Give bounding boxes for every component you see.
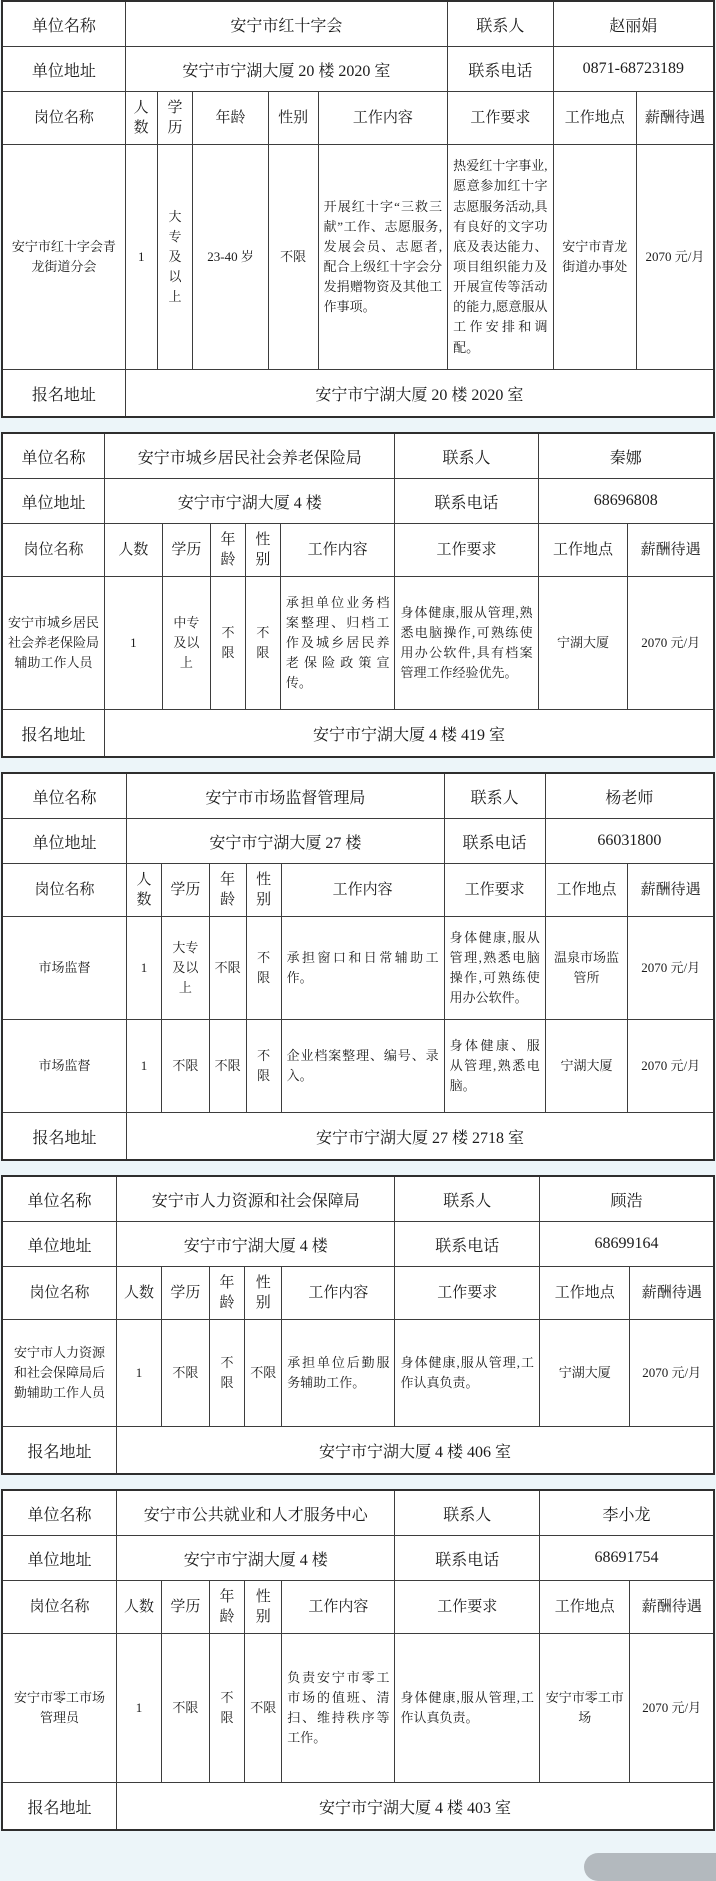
unit-name-label: 单位名称 [2, 1176, 117, 1222]
col-headcount: 人数 [117, 1581, 162, 1634]
unit-address-label: 单位地址 [2, 819, 127, 864]
unit-address-label: 单位地址 [2, 479, 105, 524]
unit-name-value: 安宁市人力资源和社会保障局 [117, 1176, 395, 1222]
job-education: 不限 [161, 1634, 209, 1783]
phone-label: 联系电话 [395, 1536, 540, 1581]
column-header-row [2, 1267, 714, 1320]
job-title: 安宁市人力资源和社会保障局后勤辅助工作人员 [2, 1320, 117, 1427]
job-requirements: 热爱红十字事业,愿意参加红十字志愿服务活动,具有良好的文字功底及表达能力、项目组织能力及开展宣传等活动的能力,愿意服从工作安排和调配。 [448, 145, 553, 370]
column-header-row [2, 524, 714, 577]
col-job-title: 岗位名称 [2, 524, 105, 577]
unit-name-value: 安宁市城乡居民社会养老保险局 [105, 433, 395, 479]
job-education: 不限 [161, 1320, 209, 1427]
unit-name-row [2, 1490, 714, 1536]
job-gender: 不限 [245, 1320, 282, 1427]
job-table-pension-bureau [1, 432, 715, 758]
job-location: 宁湖大厦 [538, 577, 628, 710]
job-row [2, 1020, 714, 1113]
col-gender: 性别 [246, 864, 281, 917]
unit-name-label: 单位名称 [2, 433, 105, 479]
col-salary: 薪酬待遇 [628, 864, 714, 917]
col-gender: 性别 [245, 524, 280, 577]
job-row [2, 577, 714, 710]
apply-address-label: 报名地址 [2, 710, 105, 758]
unit-name-row [2, 1176, 714, 1222]
job-salary: 2070 元/月 [628, 577, 714, 710]
phone-value: 0871-68723189 [553, 47, 714, 92]
unit-name-label: 单位名称 [2, 773, 127, 819]
job-age: 不限 [209, 1634, 245, 1783]
apply-address-row [2, 710, 714, 758]
contact-label: 联系人 [395, 1490, 540, 1536]
col-location: 工作地点 [545, 864, 628, 917]
contact-label: 联系人 [395, 1176, 540, 1222]
col-age: 年龄 [209, 864, 246, 917]
unit-address-value: 安宁市宁湖大厦 27 楼 [127, 819, 445, 864]
col-headcount: 人数 [125, 92, 157, 145]
apply-address-value: 安宁市宁湖大厦 4 楼 419 室 [105, 710, 714, 758]
job-title: 安宁市城乡居民社会养老保险局辅助工作人员 [2, 577, 105, 710]
col-duties: 工作内容 [318, 92, 448, 145]
col-age: 年龄 [209, 1267, 245, 1320]
col-location: 工作地点 [540, 1581, 630, 1634]
col-education: 学历 [157, 92, 193, 145]
job-gender: 不限 [246, 917, 281, 1020]
job-headcount: 1 [117, 1320, 162, 1427]
job-duties: 负责安宁市零工市场的值班、清扫、维持秩序等工作。 [282, 1634, 395, 1783]
unit-address-row [2, 1222, 714, 1267]
job-location: 宁湖大厦 [545, 1020, 628, 1113]
phone-value: 68691754 [540, 1536, 714, 1581]
unit-name-row [2, 433, 714, 479]
contact-label: 联系人 [395, 433, 538, 479]
col-requirements: 工作要求 [395, 524, 538, 577]
floating-bar-overlay [584, 1853, 716, 1881]
col-job-title: 岗位名称 [2, 864, 127, 917]
job-row [2, 1320, 714, 1427]
unit-address-value: 安宁市宁湖大厦 20 楼 2020 室 [125, 47, 448, 92]
col-education: 学历 [161, 1581, 209, 1634]
job-duties: 企业档案整理、编号、录入。 [281, 1020, 444, 1113]
apply-address-row [2, 1427, 714, 1475]
col-salary: 薪酬待遇 [630, 1581, 714, 1634]
contact-label: 联系人 [448, 1, 553, 47]
column-header-row [2, 1581, 714, 1634]
unit-address-row [2, 479, 714, 524]
apply-address-value: 安宁市宁湖大厦 20 楼 2020 室 [125, 370, 714, 418]
job-age: 不限 [209, 1020, 246, 1113]
col-salary: 薪酬待遇 [630, 1267, 714, 1320]
col-duties: 工作内容 [282, 1267, 395, 1320]
apply-address-row [2, 1113, 714, 1161]
job-location: 宁湖大厦 [540, 1320, 630, 1427]
col-requirements: 工作要求 [448, 92, 553, 145]
unit-name-row [2, 1, 714, 47]
job-headcount: 1 [125, 145, 157, 370]
apply-address-label: 报名地址 [2, 370, 125, 418]
job-gender: 不限 [246, 1020, 281, 1113]
col-requirements: 工作要求 [395, 1581, 540, 1634]
contact-value: 秦娜 [538, 433, 714, 479]
apply-address-value: 安宁市宁湖大厦 4 楼 406 室 [117, 1427, 714, 1475]
job-row [2, 145, 714, 370]
unit-address-label: 单位地址 [2, 1222, 117, 1267]
job-table-hr-social-security [1, 1175, 715, 1475]
col-headcount: 人数 [127, 864, 162, 917]
col-salary: 薪酬待遇 [636, 92, 714, 145]
apply-address-row [2, 1783, 714, 1831]
col-job-title: 岗位名称 [2, 1267, 117, 1320]
job-education: 不限 [161, 1020, 209, 1113]
job-table-employment-service-center [1, 1489, 715, 1831]
col-headcount: 人数 [117, 1267, 162, 1320]
job-row [2, 917, 714, 1020]
job-duties: 承担单位后勤服务辅助工作。 [282, 1320, 395, 1427]
col-education: 学历 [161, 1267, 209, 1320]
job-headcount: 1 [117, 1634, 162, 1783]
job-salary: 2070 元/月 [630, 1634, 714, 1783]
phone-value: 66031800 [545, 819, 714, 864]
col-age: 年龄 [211, 524, 246, 577]
unit-name-label: 单位名称 [2, 1490, 117, 1536]
contact-value: 杨老师 [545, 773, 714, 819]
phone-label: 联系电话 [395, 479, 538, 524]
job-salary: 2070 元/月 [636, 145, 714, 370]
job-title: 市场监督 [2, 1020, 127, 1113]
unit-address-value: 安宁市宁湖大厦 4 楼 [105, 479, 395, 524]
job-location: 温泉市场监管所 [545, 917, 628, 1020]
col-location: 工作地点 [540, 1267, 630, 1320]
phone-label: 联系电话 [448, 47, 553, 92]
col-gender: 性别 [268, 92, 318, 145]
job-duties: 开展红十字“三救三献”工作、志愿服务,发展会员、志愿者,配合上级红十字会分发捐赠物资及其他工作事项。 [318, 145, 448, 370]
job-gender: 不限 [268, 145, 318, 370]
apply-address-row [2, 370, 714, 418]
phone-label: 联系电话 [444, 819, 545, 864]
col-headcount: 人数 [105, 524, 163, 577]
unit-name-value: 安宁市公共就业和人才服务中心 [117, 1490, 395, 1536]
job-requirements: 身体健康,服从管理,熟悉电脑操作,可熟练使用办公软件,具有档案管理工作经验优先。 [395, 577, 538, 710]
job-headcount: 1 [127, 917, 162, 1020]
unit-name-row [2, 773, 714, 819]
unit-address-row [2, 47, 714, 92]
col-location: 工作地点 [553, 92, 636, 145]
job-age: 23-40 岁 [193, 145, 268, 370]
unit-address-label: 单位地址 [2, 47, 125, 92]
unit-address-label: 单位地址 [2, 1536, 117, 1581]
column-header-row [2, 92, 714, 145]
col-gender: 性别 [245, 1581, 282, 1634]
unit-address-row [2, 1536, 714, 1581]
job-duties: 承担单位业务档案整理、归档工作及城乡居民养老保险政策宣传。 [280, 577, 395, 710]
col-requirements: 工作要求 [444, 864, 545, 917]
apply-address-value: 安宁市宁湖大厦 4 楼 403 室 [117, 1783, 714, 1831]
phone-label: 联系电话 [395, 1222, 540, 1267]
job-headcount: 1 [105, 577, 163, 710]
unit-name-value: 安宁市红十字会 [125, 1, 448, 47]
contact-value: 赵丽娟 [553, 1, 714, 47]
job-requirements: 身体健康,服从管理,工作认真负责。 [395, 1320, 540, 1427]
col-education: 学历 [161, 864, 209, 917]
col-duties: 工作内容 [280, 524, 395, 577]
job-gender: 不限 [245, 577, 280, 710]
unit-address-row [2, 819, 714, 864]
phone-value: 68699164 [540, 1222, 714, 1267]
job-age: 不限 [211, 577, 246, 710]
col-gender: 性别 [245, 1267, 282, 1320]
col-job-title: 岗位名称 [2, 1581, 117, 1634]
job-salary: 2070 元/月 [628, 1020, 714, 1113]
job-title: 市场监督 [2, 917, 127, 1020]
unit-address-value: 安宁市宁湖大厦 4 楼 [117, 1536, 395, 1581]
job-table-market-regulation [1, 772, 715, 1161]
apply-address-value: 安宁市宁湖大厦 27 楼 2718 室 [127, 1113, 714, 1161]
job-title: 安宁市零工市场管理员 [2, 1634, 117, 1783]
col-duties: 工作内容 [281, 864, 444, 917]
job-requirements: 身体健康、服从管理,熟悉电脑。 [444, 1020, 545, 1113]
apply-address-label: 报名地址 [2, 1427, 117, 1475]
col-location: 工作地点 [538, 524, 628, 577]
col-requirements: 工作要求 [395, 1267, 540, 1320]
job-title: 安宁市红十字会青龙街道分会 [2, 145, 125, 370]
job-age: 不限 [209, 1320, 245, 1427]
job-row [2, 1634, 714, 1783]
job-headcount: 1 [127, 1020, 162, 1113]
col-age: 年龄 [193, 92, 268, 145]
unit-name-value: 安宁市市场监督管理局 [127, 773, 445, 819]
job-requirements: 身体健康,服从管理,工作认真负责。 [395, 1634, 540, 1783]
job-salary: 2070 元/月 [630, 1320, 714, 1427]
col-job-title: 岗位名称 [2, 92, 125, 145]
job-location: 安宁市青龙街道办事处 [553, 145, 636, 370]
col-education: 学历 [162, 524, 210, 577]
job-salary: 2070 元/月 [628, 917, 714, 1020]
phone-value: 68696808 [538, 479, 714, 524]
unit-name-label: 单位名称 [2, 1, 125, 47]
contact-value: 顾浩 [540, 1176, 714, 1222]
job-location: 安宁市零工市场 [540, 1634, 630, 1783]
job-education: 大专及以上 [157, 145, 193, 370]
job-requirements: 身体健康,服从管理,熟悉电脑操作,可熟练使用办公软件。 [444, 917, 545, 1020]
job-age: 不限 [209, 917, 246, 1020]
job-education: 中专及以上 [162, 577, 210, 710]
col-salary: 薪酬待遇 [628, 524, 714, 577]
apply-address-label: 报名地址 [2, 1783, 117, 1831]
apply-address-label: 报名地址 [2, 1113, 127, 1161]
contact-label: 联系人 [444, 773, 545, 819]
job-gender: 不限 [245, 1634, 282, 1783]
unit-address-value: 安宁市宁湖大厦 4 楼 [117, 1222, 395, 1267]
column-header-row [2, 864, 714, 917]
job-duties: 承担窗口和日常辅助工作。 [281, 917, 444, 1020]
job-education: 大专及以上 [161, 917, 209, 1020]
col-age: 年龄 [209, 1581, 245, 1634]
contact-value: 李小龙 [540, 1490, 714, 1536]
col-duties: 工作内容 [282, 1581, 395, 1634]
job-table-red-cross [1, 0, 715, 418]
